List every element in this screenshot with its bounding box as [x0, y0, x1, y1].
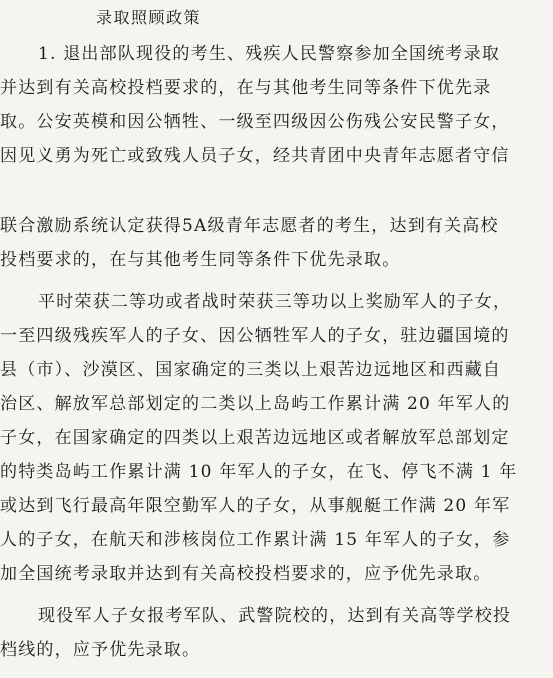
paragraph-2-line-3: 县（市）、沙漠区、国家确定的三类以上艰苦边远地区和西藏自 [0, 360, 502, 380]
paragraph-2-line-9: 加全国统考录取并达到有关高校投档要求的，应予优先录取。 [0, 564, 492, 584]
paragraph-3-line-2: 档线的，应予优先录取。 [0, 640, 201, 660]
paragraph-1-line-3: 取。公安英模和因公牺牲、一级至四级因公伤残公安民警子女， [0, 112, 510, 132]
paragraph-2-line-2: 一至四级残疾军人的子女、因公牺牲军人的子女，驻边疆国境的 [0, 326, 510, 346]
paragraph-1-line-5: 联合激励系统认定获得5A级青年志愿者的考生，达到有关高校 [0, 216, 499, 236]
paragraph-2-line-8: 人的子女，在航天和涉核岗位工作累计满 15 年军人的子女，参 [0, 530, 511, 550]
paragraph-2-line-1: 平时荣获二等功或者战时荣获三等功以上奖励军人的子女， [38, 292, 512, 312]
paragraph-3-line-1: 现役军人子女报考军队、武警院校的，达到有关高等学校投 [38, 606, 512, 626]
paragraph-2-line-6: 的特类岛屿工作累计满 10 年军人的子女，在飞、停飞不满 1 年 [0, 462, 518, 482]
document-title: 录取照顾政策 [96, 8, 202, 27]
paragraph-2-line-7: 或达到飞行最高年限空勤军人的子女，从事舰艇工作满 20 年军 [0, 496, 511, 516]
paragraph-2-line-4: 治区、解放军总部划定的二类以上岛屿工作累计满 20 年军人的 [0, 394, 511, 414]
paragraph-1-line-6: 投档要求的，在与其他考生同等条件下优先录取。 [0, 250, 401, 270]
paragraph-1-line-4: 因见义勇为死亡或致残人员子女，经共青团中央青年志愿者守信 [0, 146, 510, 166]
paragraph-1-line-2: 并达到有关高校投档要求的，在与其他考生同等条件下优先录 [0, 78, 492, 98]
paragraph-2-line-5: 子女，在国家确定的四类以上艰苦边远地区或者解放军总部划定 [0, 428, 510, 448]
paragraph-1-line-1: 1. 退出部队现役的考生、残疾人民警察参加全国统考录取 [38, 44, 501, 64]
